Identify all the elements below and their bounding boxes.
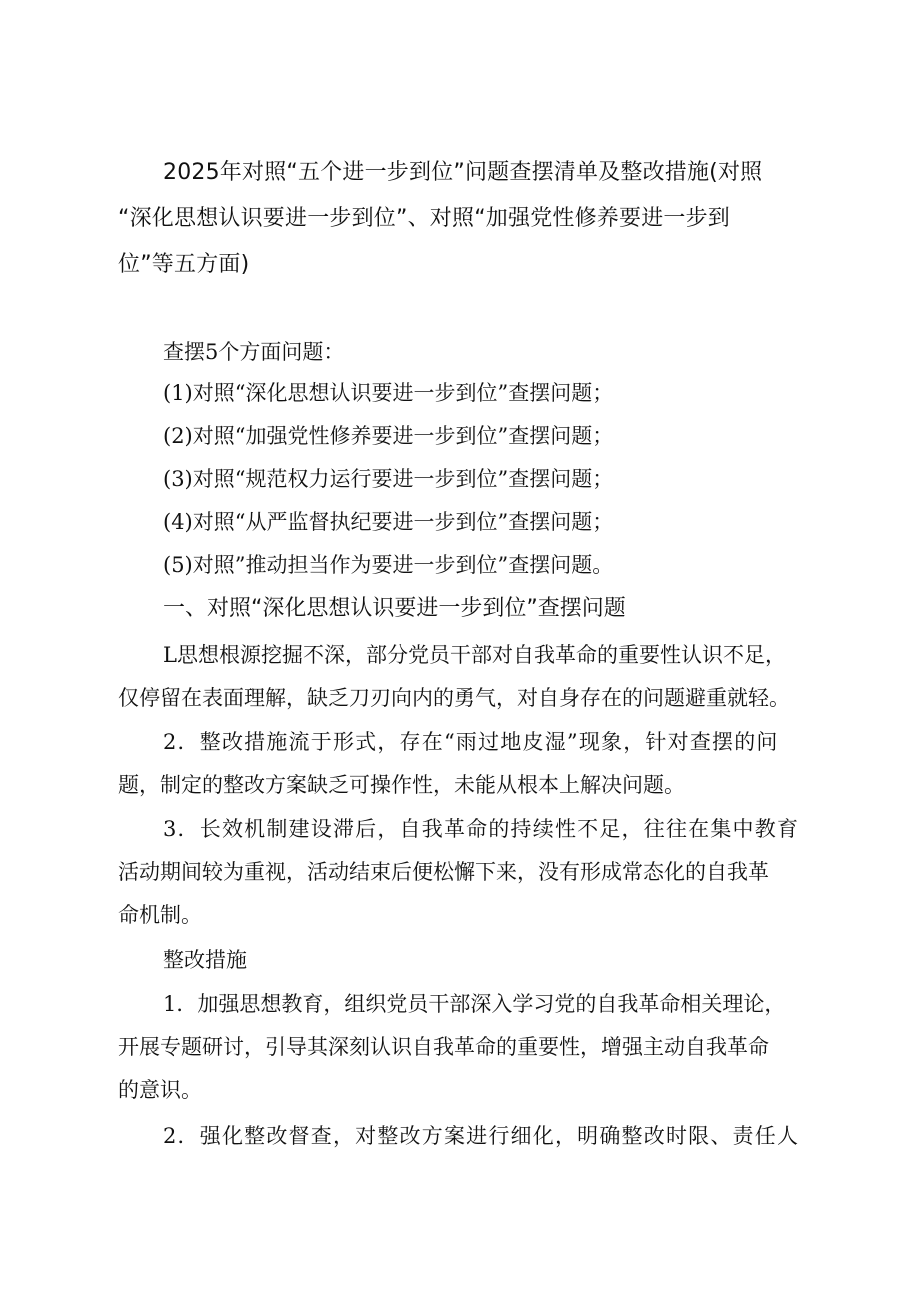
measure-line: 1．加强思想教育，组织党员干部深入学习党的自我革命相关理论， — [163, 992, 786, 1016]
problem-line: 题，制定的整改方案缺乏可操作性，未能从根本上解决问题。 — [118, 773, 685, 797]
section-heading: 一、对照“深化思想认识要进一步到位”查摆问题 — [163, 596, 626, 621]
measure-line: 开展专题研讨，引导其深刻认识自我革命的重要性，增强主动自我革命 — [118, 1035, 769, 1059]
aspect-item: (2)对照“加强党性修养要进一步到位”查摆问题； — [163, 424, 614, 448]
title-line: 2025年对照“五个进一步到位”问题查摆清单及整改措施(对照 — [163, 160, 763, 185]
problem-line: L思想根源挖掘不深，部分党员干部对自我革命的重要性认识不足， — [163, 643, 786, 667]
intro-text: 查摆5个方面问题： — [163, 340, 345, 364]
problem-line: 活动期间较为重视，活动结束后便松懈下来，没有形成常态化的自我革 — [118, 860, 769, 884]
aspect-item: (5)对照”推动担当作为要进一步到位”查摆问题。 — [163, 553, 614, 577]
aspect-item: (1)对照“深化思想认识要进一步到位”查摆问题； — [163, 381, 614, 405]
aspect-item: (3)对照“规范权力运行要进一步到位”查摆问题； — [163, 467, 614, 491]
problem-line: 命机制。 — [118, 903, 202, 927]
measure-line: 的意识。 — [118, 1078, 202, 1102]
problem-line: 仅停留在表面理解，缺乏刀刃向内的勇气，对自身存在的问题避重就轻。 — [118, 686, 790, 710]
problem-line: 2．整改措施流于形式，存在“雨过地皮湿”现象，针对查摆的问 — [163, 730, 779, 754]
aspect-item: (4)对照“从严监督执纪要进一步到位”查摆问题； — [163, 510, 614, 534]
measure-line: 2．强化整改督查，对整改方案进行细化，明确整改时限、责任人 — [163, 1124, 800, 1148]
title-line: “深化思想认识要进一步到位”、对照“加强党性修养要进一步到 — [118, 206, 730, 231]
measures-heading: 整改措施 — [163, 948, 247, 972]
problem-line: 3．长效机制建设滞后，自我革命的持续性不足，往往在集中教育 — [163, 817, 800, 841]
title-line: 位”等五方面) — [118, 252, 250, 277]
document-title — [118, 150, 818, 288]
